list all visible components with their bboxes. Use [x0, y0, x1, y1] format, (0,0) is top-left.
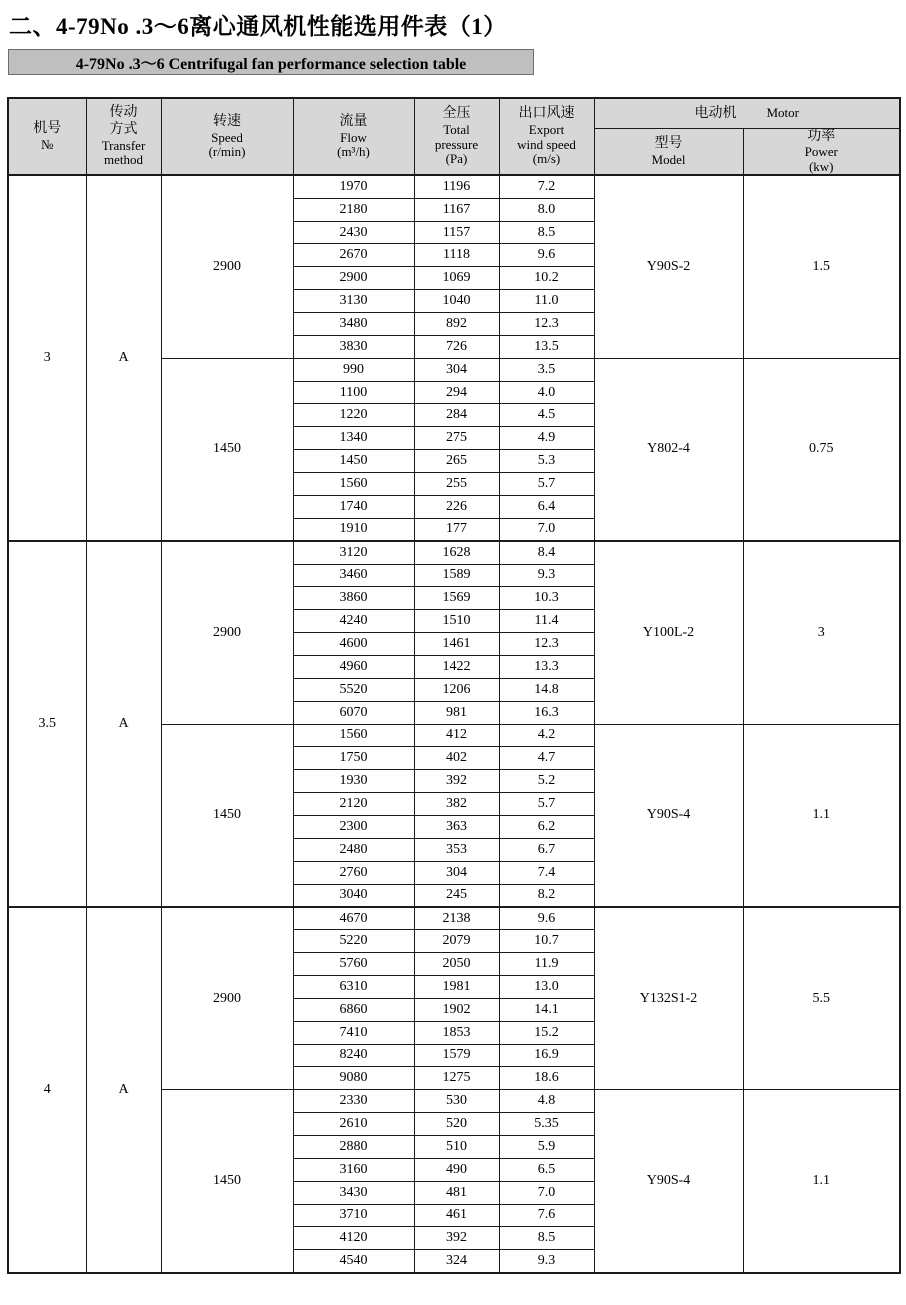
- transfer-method-cell: A: [86, 907, 161, 1273]
- pressure-cell: 1902: [414, 998, 499, 1021]
- flow-cell: 1910: [293, 518, 414, 541]
- motor-model-cell: Y90S-4: [594, 1090, 743, 1273]
- flow-cell: 5220: [293, 930, 414, 953]
- flow-cell: 1100: [293, 381, 414, 404]
- flow-cell: 1450: [293, 450, 414, 473]
- transfer-method-cell: A: [86, 541, 161, 907]
- wind-speed-cell: 5.2: [499, 770, 594, 793]
- wind-speed-cell: 7.0: [499, 1181, 594, 1204]
- wind-speed-cell: 4.9: [499, 427, 594, 450]
- flow-cell: 2610: [293, 1113, 414, 1136]
- pressure-cell: 304: [414, 861, 499, 884]
- motor-power-cell: 3: [743, 541, 900, 724]
- flow-cell: 3860: [293, 587, 414, 610]
- flow-cell: 2430: [293, 221, 414, 244]
- flow-cell: 2880: [293, 1135, 414, 1158]
- header-motor-en: Motor: [766, 104, 799, 120]
- speed-cell: 2900: [161, 907, 293, 1090]
- flow-cell: 4540: [293, 1250, 414, 1273]
- flow-cell: 2180: [293, 198, 414, 221]
- pressure-cell: 726: [414, 335, 499, 358]
- wind-speed-cell: 13.3: [499, 655, 594, 678]
- pressure-cell: 1040: [414, 290, 499, 313]
- motor-power-cell: 1.1: [743, 1090, 900, 1273]
- wind-speed-cell: 4.7: [499, 747, 594, 770]
- wind-speed-cell: 5.7: [499, 473, 594, 496]
- header-pressure-en-line1: Total: [443, 122, 470, 138]
- header-wind-unit: (m/s): [532, 151, 561, 167]
- flow-cell: 3130: [293, 290, 414, 313]
- wind-speed-cell: 6.4: [499, 495, 594, 518]
- wind-speed-cell: 4.0: [499, 381, 594, 404]
- flow-cell: 2670: [293, 244, 414, 267]
- pressure-cell: 1196: [414, 175, 499, 198]
- header-flow-en: Flow: [340, 129, 367, 145]
- machine-no-cell: 3.5: [8, 541, 86, 907]
- pressure-cell: 490: [414, 1158, 499, 1181]
- header-export-wind-speed: [499, 98, 594, 175]
- flow-cell: 5520: [293, 678, 414, 701]
- flow-cell: 3480: [293, 313, 414, 336]
- header-motor-cn: 电动机: [694, 105, 737, 121]
- header-pressure-unit: (Pa): [445, 151, 468, 167]
- flow-cell: 1340: [293, 427, 414, 450]
- header-transfer-cn-line1: 传动: [109, 105, 138, 121]
- flow-cell: 3830: [293, 335, 414, 358]
- data-row: [8, 907, 900, 930]
- header-power-en: Power: [804, 144, 838, 160]
- table-body: [8, 175, 900, 1272]
- pressure-cell: 1628: [414, 541, 499, 564]
- motor-power-cell: 0.75: [743, 358, 900, 541]
- pressure-cell: 1157: [414, 221, 499, 244]
- header-flow: [293, 98, 414, 175]
- wind-speed-cell: 16.9: [499, 1044, 594, 1067]
- flow-cell: 4670: [293, 907, 414, 930]
- wind-speed-cell: 7.6: [499, 1204, 594, 1227]
- wind-speed-cell: 10.3: [499, 587, 594, 610]
- header-transfer-cn-line2: 方式: [109, 122, 138, 138]
- header-speed: [161, 98, 293, 175]
- flow-cell: 3710: [293, 1204, 414, 1227]
- wind-speed-cell: 4.5: [499, 404, 594, 427]
- table-header: [8, 98, 900, 175]
- pressure-cell: 226: [414, 495, 499, 518]
- flow-cell: 6310: [293, 975, 414, 998]
- speed-cell: 2900: [161, 175, 293, 358]
- pressure-cell: 1981: [414, 975, 499, 998]
- wind-speed-cell: 4.2: [499, 724, 594, 747]
- flow-cell: 9080: [293, 1067, 414, 1090]
- motor-power-cell: 1.1: [743, 724, 900, 907]
- flow-cell: 6860: [293, 998, 414, 1021]
- pressure-cell: 363: [414, 815, 499, 838]
- wind-speed-cell: 5.9: [499, 1135, 594, 1158]
- flow-cell: 7410: [293, 1021, 414, 1044]
- flow-cell: 2760: [293, 861, 414, 884]
- flow-cell: 1560: [293, 724, 414, 747]
- pressure-cell: 294: [414, 381, 499, 404]
- flow-cell: 3430: [293, 1181, 414, 1204]
- pressure-cell: 255: [414, 473, 499, 496]
- pressure-cell: 402: [414, 747, 499, 770]
- pressure-cell: 392: [414, 1227, 499, 1250]
- data-row: [8, 175, 900, 198]
- pressure-cell: 1461: [414, 633, 499, 656]
- pressure-cell: 530: [414, 1090, 499, 1113]
- wind-speed-cell: 12.3: [499, 313, 594, 336]
- flow-cell: 3460: [293, 564, 414, 587]
- header-motor-power: [743, 128, 900, 175]
- pressure-cell: 481: [414, 1181, 499, 1204]
- wind-speed-cell: 8.5: [499, 221, 594, 244]
- wind-speed-cell: 10.2: [499, 267, 594, 290]
- header-transfer-method: [86, 98, 161, 175]
- wind-speed-cell: 3.5: [499, 358, 594, 381]
- pressure-cell: 265: [414, 450, 499, 473]
- header-wind-en-line2: wind speed: [517, 136, 576, 152]
- pressure-cell: 2050: [414, 953, 499, 976]
- wind-speed-cell: 13.0: [499, 975, 594, 998]
- pressure-cell: 245: [414, 884, 499, 907]
- pressure-cell: 304: [414, 358, 499, 381]
- flow-cell: 4120: [293, 1227, 414, 1250]
- pressure-cell: 275: [414, 427, 499, 450]
- wind-speed-cell: 7.0: [499, 518, 594, 541]
- transfer-method-cell: A: [86, 175, 161, 541]
- pressure-cell: 1069: [414, 267, 499, 290]
- pressure-cell: 177: [414, 518, 499, 541]
- motor-model-cell: Y802-4: [594, 358, 743, 541]
- header-flow-cn: 流量: [339, 113, 368, 129]
- data-row: [8, 541, 900, 564]
- motor-model-cell: Y90S-4: [594, 724, 743, 907]
- flow-cell: 5760: [293, 953, 414, 976]
- header-machine-no-en: №: [41, 136, 54, 152]
- motor-model-cell: Y90S-2: [594, 175, 743, 358]
- header-power-cn: 功率: [807, 128, 836, 144]
- wind-speed-cell: 6.7: [499, 838, 594, 861]
- wind-speed-cell: 9.6: [499, 244, 594, 267]
- pressure-cell: 520: [414, 1113, 499, 1136]
- pressure-cell: 510: [414, 1135, 499, 1158]
- header-motor-model: [594, 128, 743, 175]
- header-speed-cn: 转速: [213, 113, 241, 129]
- pressure-cell: 1422: [414, 655, 499, 678]
- pressure-cell: 1589: [414, 564, 499, 587]
- motor-power-cell: 1.5: [743, 175, 900, 358]
- header-speed-unit: (r/min): [208, 144, 246, 160]
- pressure-cell: 324: [414, 1250, 499, 1273]
- speed-cell: 1450: [161, 724, 293, 907]
- wind-speed-cell: 8.5: [499, 1227, 594, 1250]
- pressure-cell: 1510: [414, 610, 499, 633]
- flow-cell: 1930: [293, 770, 414, 793]
- pressure-cell: 284: [414, 404, 499, 427]
- header-model-cn: 型号: [654, 135, 683, 151]
- flow-cell: 3160: [293, 1158, 414, 1181]
- wind-speed-cell: 14.1: [499, 998, 594, 1021]
- page-title: 二、4-79No .3～6离心通风机性能选用件表（1）: [9, 14, 507, 39]
- flow-cell: 1740: [293, 495, 414, 518]
- wind-speed-cell: 4.8: [499, 1090, 594, 1113]
- pressure-cell: 2079: [414, 930, 499, 953]
- wind-speed-cell: 6.5: [499, 1158, 594, 1181]
- pressure-cell: 1206: [414, 678, 499, 701]
- flow-cell: 1560: [293, 473, 414, 496]
- wind-speed-cell: 12.3: [499, 633, 594, 656]
- header-wind-cn: 出口风速: [518, 106, 575, 122]
- flow-cell: 1970: [293, 175, 414, 198]
- pressure-cell: 1118: [414, 244, 499, 267]
- header-wind-en-line1: Export: [528, 122, 565, 138]
- subtitle-bar: [8, 49, 534, 75]
- header-transfer-en-line1: Transfer: [101, 137, 146, 153]
- header-total-pressure: [414, 98, 499, 175]
- flow-cell: 3120: [293, 541, 414, 564]
- header-power-unit: (kw): [808, 158, 834, 174]
- machine-no-cell: 3: [8, 175, 86, 541]
- flow-cell: 2900: [293, 267, 414, 290]
- header-flow-unit: (m³/h): [337, 144, 370, 160]
- machine-no-cell: 4: [8, 907, 86, 1273]
- flow-cell: 990: [293, 358, 414, 381]
- wind-speed-cell: 7.4: [499, 861, 594, 884]
- flow-cell: 4240: [293, 610, 414, 633]
- speed-cell: 1450: [161, 1090, 293, 1273]
- pressure-cell: 412: [414, 724, 499, 747]
- wind-speed-cell: 5.3: [499, 450, 594, 473]
- pressure-cell: 461: [414, 1204, 499, 1227]
- flow-cell: 2330: [293, 1090, 414, 1113]
- header-model-en: Model: [651, 151, 686, 167]
- wind-speed-cell: 11.9: [499, 953, 594, 976]
- speed-cell: 2900: [161, 541, 293, 724]
- header-transfer-en-line2: method: [104, 152, 143, 168]
- wind-speed-cell: 8.4: [499, 541, 594, 564]
- wind-speed-cell: 10.7: [499, 930, 594, 953]
- wind-speed-cell: 8.0: [499, 198, 594, 221]
- wind-speed-cell: 9.6: [499, 907, 594, 930]
- header-speed-en: Speed: [211, 129, 243, 145]
- flow-cell: 4960: [293, 655, 414, 678]
- wind-speed-cell: 11.4: [499, 610, 594, 633]
- flow-cell: 2300: [293, 815, 414, 838]
- wind-speed-cell: 7.2: [499, 175, 594, 198]
- flow-cell: 4600: [293, 633, 414, 656]
- pressure-cell: 892: [414, 313, 499, 336]
- wind-speed-cell: 13.5: [499, 335, 594, 358]
- wind-speed-cell: 6.2: [499, 815, 594, 838]
- pressure-cell: 981: [414, 701, 499, 724]
- pressure-cell: 382: [414, 793, 499, 816]
- pressure-cell: 1569: [414, 587, 499, 610]
- pressure-cell: 1579: [414, 1044, 499, 1067]
- header-machine-no: [8, 98, 86, 175]
- wind-speed-cell: 14.8: [499, 678, 594, 701]
- fan-performance-table: [7, 97, 901, 1274]
- wind-speed-cell: 11.0: [499, 290, 594, 313]
- pressure-cell: 2138: [414, 907, 499, 930]
- wind-speed-cell: 8.2: [499, 884, 594, 907]
- header-motor: [594, 98, 900, 128]
- pressure-cell: 392: [414, 770, 499, 793]
- pressure-cell: 1275: [414, 1067, 499, 1090]
- pressure-cell: 353: [414, 838, 499, 861]
- motor-power-cell: 5.5: [743, 907, 900, 1090]
- wind-speed-cell: 9.3: [499, 1250, 594, 1273]
- wind-speed-cell: 18.6: [499, 1067, 594, 1090]
- wind-speed-cell: 5.7: [499, 793, 594, 816]
- wind-speed-cell: 15.2: [499, 1021, 594, 1044]
- motor-model-cell: Y100L-2: [594, 541, 743, 724]
- flow-cell: 3040: [293, 884, 414, 907]
- header-pressure-en-line2: pressure: [434, 136, 479, 152]
- wind-speed-cell: 5.35: [499, 1113, 594, 1136]
- flow-cell: 2120: [293, 793, 414, 816]
- pressure-cell: 1853: [414, 1021, 499, 1044]
- motor-model-cell: Y132S1-2: [594, 907, 743, 1090]
- flow-cell: 6070: [293, 701, 414, 724]
- wind-speed-cell: 9.3: [499, 564, 594, 587]
- flow-cell: 1750: [293, 747, 414, 770]
- subtitle-text: 4-79No .3～6 Centrifugal fan performance selection table: [75, 55, 467, 73]
- header-pressure-cn: 全压: [442, 106, 471, 122]
- flow-cell: 1220: [293, 404, 414, 427]
- flow-cell: 8240: [293, 1044, 414, 1067]
- header-machine-no-cn: 机号: [33, 121, 62, 137]
- flow-cell: 2480: [293, 838, 414, 861]
- pressure-cell: 1167: [414, 198, 499, 221]
- wind-speed-cell: 16.3: [499, 701, 594, 724]
- speed-cell: 1450: [161, 358, 293, 541]
